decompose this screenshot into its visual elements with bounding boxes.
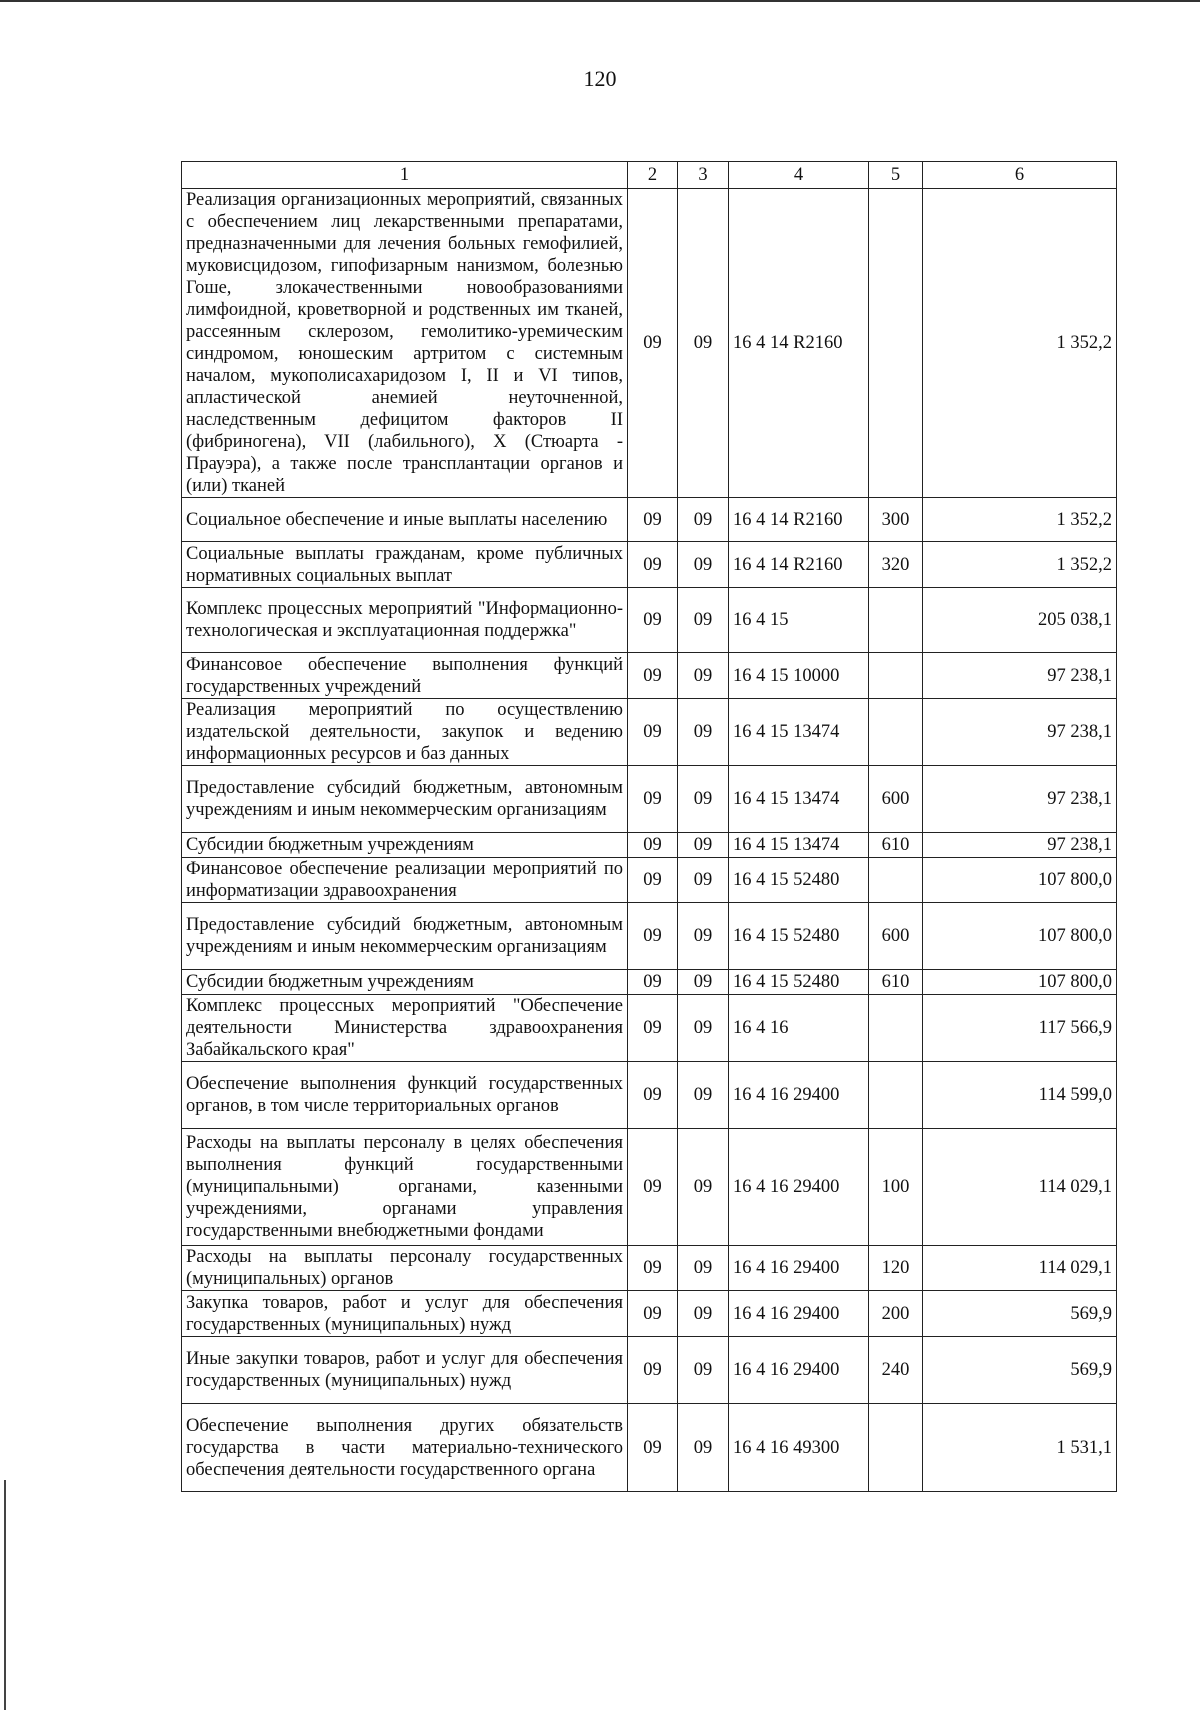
row-subsection-cell: 09: [678, 699, 729, 766]
table-row: [182, 542, 1117, 588]
row-section-cell: 09: [628, 1404, 678, 1492]
row-name-cell: Финансовое обеспечение выполнения функций государственных учреждений: [182, 653, 628, 699]
row-subsection-cell: 09: [678, 588, 729, 653]
row-expense-type-cell: 320: [869, 542, 923, 588]
row-name-cell: Иные закупки товаров, работ и услуг для обеспечения государственных (муниципальных) нужд: [182, 1337, 628, 1404]
row-subsection-cell: 09: [678, 970, 729, 995]
row-section-cell: 09: [628, 189, 678, 498]
row-expense-type-cell: [869, 995, 923, 1062]
budget-table: [181, 161, 1117, 1492]
row-section-cell: 09: [628, 1337, 678, 1404]
row-amount-cell: 97 238,1: [923, 653, 1117, 699]
row-subsection-cell: 09: [678, 542, 729, 588]
table-row: [182, 1246, 1117, 1291]
row-expense-type-cell: [869, 1062, 923, 1129]
row-amount-cell: 97 238,1: [923, 766, 1117, 833]
row-section-cell: 09: [628, 1246, 678, 1291]
row-target-article-cell: 16 4 16: [729, 995, 869, 1062]
row-target-article-cell: 16 4 15: [729, 588, 869, 653]
row-subsection-cell: 09: [678, 1062, 729, 1129]
row-expense-type-cell: 100: [869, 1129, 923, 1246]
row-section-cell: 09: [628, 542, 678, 588]
row-subsection-cell: 09: [678, 498, 729, 542]
table-row: [182, 588, 1117, 653]
row-expense-type-cell: 600: [869, 903, 923, 970]
row-name-cell: Реализация мероприятий по осуществлению издательской деятельности, закупок и ведению информационных ресурсов и баз данных: [182, 699, 628, 766]
row-amount-cell: 1 531,1: [923, 1404, 1117, 1492]
row-name-cell: Финансовое обеспечение реализации мероприятий по информатизации здравоохранения: [182, 858, 628, 903]
row-subsection-cell: 09: [678, 1337, 729, 1404]
row-name-cell: Субсидии бюджетным учреждениям: [182, 970, 628, 995]
row-subsection-cell: 09: [678, 189, 729, 498]
row-name-cell: Обеспечение выполнения других обязательств государства в части материально-технического обеспечения деятельности государственного органа: [182, 1404, 628, 1492]
row-name-cell: Закупка товаров, работ и услуг для обеспечения государственных (муниципальных) нужд: [182, 1291, 628, 1337]
row-subsection-cell: 09: [678, 1129, 729, 1246]
row-subsection-cell: 09: [678, 653, 729, 699]
table-row: [182, 995, 1117, 1062]
row-subsection-cell: 09: [678, 903, 729, 970]
top-border-line: [0, 0, 1200, 2]
row-section-cell: 09: [628, 1062, 678, 1129]
row-target-article-cell: 16 4 15 13474: [729, 699, 869, 766]
row-target-article-cell: 16 4 15 52480: [729, 970, 869, 995]
header-col-3: 3: [678, 162, 729, 189]
row-expense-type-cell: 240: [869, 1337, 923, 1404]
table-row: [182, 189, 1117, 498]
row-amount-cell: 107 800,0: [923, 970, 1117, 995]
row-section-cell: 09: [628, 588, 678, 653]
row-subsection-cell: 09: [678, 1246, 729, 1291]
row-section-cell: 09: [628, 903, 678, 970]
row-section-cell: 09: [628, 1291, 678, 1337]
table-row: [182, 1337, 1117, 1404]
row-section-cell: 09: [628, 1129, 678, 1246]
row-target-article-cell: 16 4 16 49300: [729, 1404, 869, 1492]
row-expense-type-cell: 300: [869, 498, 923, 542]
row-subsection-cell: 09: [678, 833, 729, 858]
row-amount-cell: 114 029,1: [923, 1129, 1117, 1246]
row-target-article-cell: 16 4 14 R2160: [729, 542, 869, 588]
header-col-1: 1: [182, 162, 628, 189]
row-subsection-cell: 09: [678, 766, 729, 833]
table-row: [182, 699, 1117, 766]
row-name-cell: Реализация организационных мероприятий, связанных с обеспечением лиц лекарственными препаратами, предназначенными для лечения больных гемофилией, муковисцидозом, гипофизарным нанизмом, болезнью Гоше, злокачественными новообразованиями лимфоидной, кроветворной и родственных им тканей, рассеянным склерозом, гемолитико-уремическим синдромом, юношеским артритом с системным началом, мукополисахаридозом I, II и VI типов, апластической анемией неуточненной, наследственным дефицитом факторов II (фибриногена), VII (лабильного), X (Стюарта - Прауэра), а также после трансплантации органов и (или) тканей: [182, 189, 628, 498]
row-subsection-cell: 09: [678, 995, 729, 1062]
row-name-cell: Обеспечение выполнения функций государственных органов, в том числе территориальных органов: [182, 1062, 628, 1129]
row-amount-cell: 97 238,1: [923, 699, 1117, 766]
table-row: [182, 653, 1117, 699]
row-section-cell: 09: [628, 970, 678, 995]
row-amount-cell: 97 238,1: [923, 833, 1117, 858]
row-target-article-cell: 16 4 15 10000: [729, 653, 869, 699]
header-col-4: 4: [729, 162, 869, 189]
row-amount-cell: 1 352,2: [923, 189, 1117, 498]
row-expense-type-cell: 120: [869, 1246, 923, 1291]
row-expense-type-cell: [869, 1404, 923, 1492]
row-expense-type-cell: 600: [869, 766, 923, 833]
row-subsection-cell: 09: [678, 1404, 729, 1492]
row-section-cell: 09: [628, 858, 678, 903]
row-amount-cell: 569,9: [923, 1337, 1117, 1404]
row-name-cell: Предоставление субсидий бюджетным, автономным учреждениям и иным некоммерческим организациям: [182, 766, 628, 833]
row-target-article-cell: 16 4 15 52480: [729, 903, 869, 970]
row-target-article-cell: 16 4 15 13474: [729, 833, 869, 858]
row-expense-type-cell: [869, 189, 923, 498]
row-amount-cell: 569,9: [923, 1291, 1117, 1337]
row-target-article-cell: 16 4 16 29400: [729, 1337, 869, 1404]
row-amount-cell: 205 038,1: [923, 588, 1117, 653]
table-row: [182, 498, 1117, 542]
row-amount-cell: 114 599,0: [923, 1062, 1117, 1129]
row-name-cell: Социальные выплаты гражданам, кроме публичных нормативных социальных выплат: [182, 542, 628, 588]
table-row: [182, 1129, 1117, 1246]
header-col-2: 2: [628, 162, 678, 189]
row-amount-cell: 107 800,0: [923, 858, 1117, 903]
row-target-article-cell: 16 4 16 29400: [729, 1291, 869, 1337]
row-name-cell: Расходы на выплаты персоналу государственных (муниципальных) органов: [182, 1246, 628, 1291]
table-row: [182, 970, 1117, 995]
row-section-cell: 09: [628, 833, 678, 858]
table-row: [182, 903, 1117, 970]
row-amount-cell: 117 566,9: [923, 995, 1117, 1062]
row-name-cell: Расходы на выплаты персоналу в целях обеспечения выполнения функций государственными (муниципальными) органами, казенными учреждениями, органами управления государственными внебюджетными фондами: [182, 1129, 628, 1246]
row-target-article-cell: 16 4 16 29400: [729, 1129, 869, 1246]
row-section-cell: 09: [628, 653, 678, 699]
row-name-cell: Социальное обеспечение и иные выплаты населению: [182, 498, 628, 542]
header-col-6: 6: [923, 162, 1117, 189]
row-subsection-cell: 09: [678, 1291, 729, 1337]
row-expense-type-cell: 200: [869, 1291, 923, 1337]
left-margin-line: [4, 1480, 6, 1710]
header-col-5: 5: [869, 162, 923, 189]
table-header-row: [182, 162, 1117, 189]
row-target-article-cell: 16 4 14 R2160: [729, 189, 869, 498]
row-expense-type-cell: [869, 699, 923, 766]
row-target-article-cell: 16 4 16 29400: [729, 1062, 869, 1129]
row-expense-type-cell: [869, 653, 923, 699]
row-target-article-cell: 16 4 15 52480: [729, 858, 869, 903]
row-subsection-cell: 09: [678, 858, 729, 903]
row-section-cell: 09: [628, 498, 678, 542]
row-target-article-cell: 16 4 14 R2160: [729, 498, 869, 542]
row-expense-type-cell: [869, 588, 923, 653]
row-amount-cell: 107 800,0: [923, 903, 1117, 970]
table-body: [182, 162, 1117, 1492]
row-name-cell: Комплекс процессных мероприятий "Обеспечение деятельности Министерства здравоохранения Забайкальского края": [182, 995, 628, 1062]
table-row: [182, 1291, 1117, 1337]
row-expense-type-cell: 610: [869, 833, 923, 858]
table-row: [182, 858, 1117, 903]
table-row: [182, 833, 1117, 858]
row-amount-cell: 1 352,2: [923, 498, 1117, 542]
row-target-article-cell: 16 4 15 13474: [729, 766, 869, 833]
row-section-cell: 09: [628, 766, 678, 833]
row-expense-type-cell: 610: [869, 970, 923, 995]
row-amount-cell: 114 029,1: [923, 1246, 1117, 1291]
row-section-cell: 09: [628, 995, 678, 1062]
row-name-cell: Комплекс процессных мероприятий "Информационно-технологическая и эксплуатационная поддержка": [182, 588, 628, 653]
row-expense-type-cell: [869, 858, 923, 903]
row-amount-cell: 1 352,2: [923, 542, 1117, 588]
row-section-cell: 09: [628, 699, 678, 766]
row-name-cell: Субсидии бюджетным учреждениям: [182, 833, 628, 858]
page-number: 120: [583, 66, 617, 91]
row-name-cell: Предоставление субсидий бюджетным, автономным учреждениям и иным некоммерческим организациям: [182, 903, 628, 970]
table-row: [182, 1404, 1117, 1492]
table-row: [182, 766, 1117, 833]
row-target-article-cell: 16 4 16 29400: [729, 1246, 869, 1291]
table-row: [182, 1062, 1117, 1129]
